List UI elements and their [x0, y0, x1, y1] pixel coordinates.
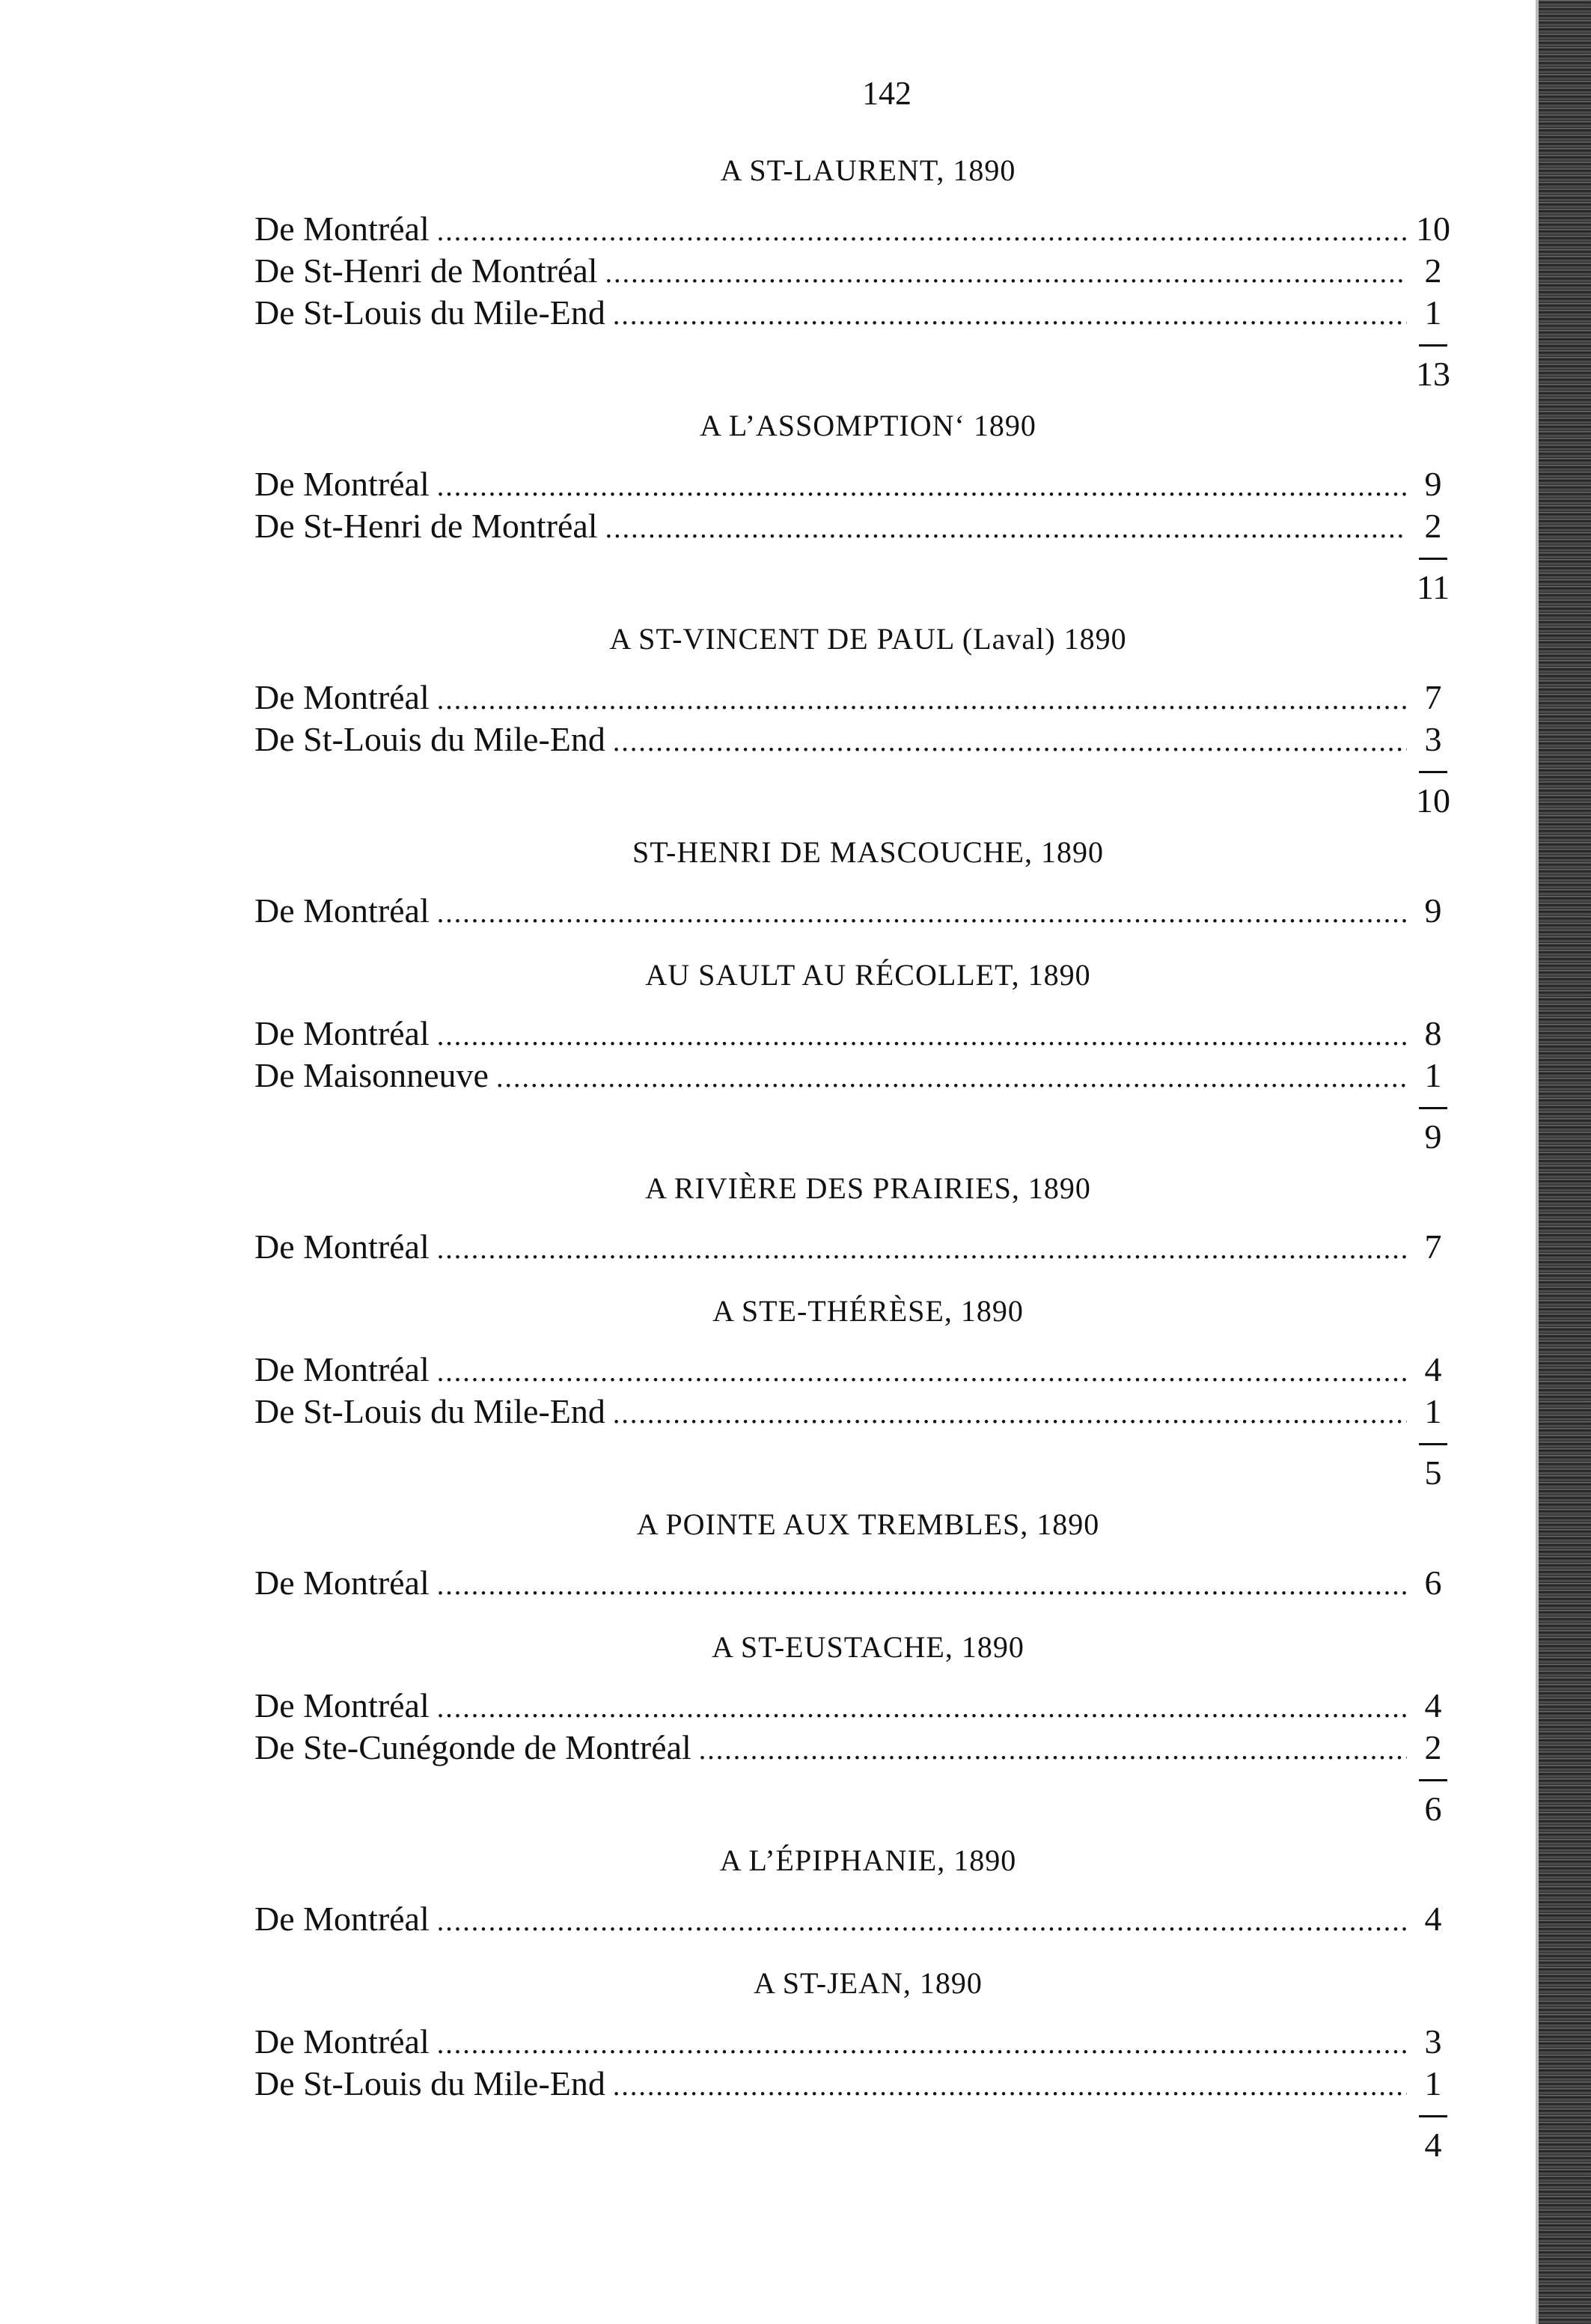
- section: [254, 1290, 1452, 1490]
- section: [254, 1168, 1452, 1268]
- entry-row: [254, 1349, 1452, 1391]
- section-rows: [254, 1685, 1452, 1769]
- entry-value: 7: [1424, 678, 1442, 716]
- total-cell: [1414, 1107, 1452, 1154]
- entry-row: [254, 719, 1452, 760]
- entry-row: [254, 2021, 1452, 2063]
- section-title: A POINTE AUX TREMBLES, 1890: [636, 1507, 1100, 1541]
- entry-value: 2: [1424, 507, 1442, 545]
- entry-label: De Montréal: [254, 1014, 430, 1052]
- entry-label: De Montréal: [254, 1564, 430, 1602]
- total-block: [254, 344, 1452, 391]
- entry-row: [254, 292, 1452, 334]
- section: [254, 1962, 1452, 2162]
- dot-leader: [437, 679, 1407, 721]
- entry-row: [254, 1226, 1452, 1268]
- section-title: A ST-EUSTACHE, 1890: [712, 1630, 1024, 1664]
- entry-value: 6: [1424, 1564, 1442, 1602]
- dot-leader: [605, 507, 1407, 549]
- section-title: A ST-LAURENT, 1890: [720, 153, 1016, 187]
- entry-value: 3: [1424, 720, 1442, 758]
- section: [254, 405, 1452, 605]
- entry-label: De St-Louis du Mile-End: [254, 720, 605, 758]
- total-block: [254, 2115, 1452, 2162]
- entry-value: 1: [1424, 293, 1442, 332]
- sum-rule: [1419, 344, 1447, 347]
- dot-leader: [699, 1729, 1407, 1771]
- entry-value: 2: [1424, 1728, 1442, 1766]
- entry-label: De Montréal: [254, 2022, 430, 2061]
- section-title: ST-HENRI DE MASCOUCHE, 1890: [632, 835, 1104, 869]
- dot-leader: [437, 466, 1407, 507]
- section: [254, 618, 1452, 818]
- total-block: [254, 1107, 1452, 1154]
- section-total: 6: [1424, 1790, 1442, 1828]
- entry-value: 4: [1424, 1900, 1442, 1938]
- entry-label: De Ste-Cunégonde de Montréal: [254, 1728, 691, 1766]
- section-title: A L’ÉPIPHANIE, 1890: [719, 1843, 1017, 1877]
- entry-value: 1: [1424, 2064, 1442, 2102]
- total-cell: [1414, 1779, 1452, 1826]
- entry-label: De Montréal: [254, 678, 430, 716]
- section-rows: [254, 463, 1452, 547]
- section-rows: [254, 208, 1452, 334]
- entry-row: [254, 505, 1452, 547]
- document-page: [254, 75, 1452, 2176]
- section-rows: [254, 1349, 1452, 1433]
- entry-label: De Montréal: [254, 210, 430, 248]
- dot-leader: [437, 1351, 1407, 1393]
- entry-row: [254, 1013, 1452, 1055]
- section-total: 11: [1416, 568, 1450, 606]
- total-cell: [1414, 1443, 1452, 1490]
- section: [254, 832, 1452, 932]
- entry-label: De Montréal: [254, 1227, 430, 1266]
- total-block: [254, 1443, 1452, 1490]
- section-title: A L’ASSOMPTION‘ 1890: [700, 409, 1036, 442]
- section: [254, 1626, 1452, 1826]
- entry-row: [254, 1685, 1452, 1727]
- section-total: 5: [1424, 1454, 1442, 1492]
- entry-value: 4: [1424, 1350, 1442, 1388]
- sum-rule: [1419, 1443, 1447, 1445]
- dot-leader: [605, 252, 1407, 294]
- entry-label: De St-Louis du Mile-End: [254, 1392, 605, 1430]
- section-total: 10: [1416, 781, 1450, 820]
- entry-label: De St-Henri de Montréal: [254, 251, 598, 290]
- section-total: 9: [1424, 1117, 1442, 1156]
- sum-rule: [1419, 1779, 1447, 1781]
- total-cell: [1414, 558, 1452, 605]
- entry-row: [254, 890, 1452, 932]
- section-rows: [254, 677, 1452, 760]
- entry-label: De St-Henri de Montréal: [254, 507, 598, 545]
- sum-rule: [1419, 1107, 1447, 1109]
- sum-rule: [1419, 558, 1447, 560]
- entry-value: 1: [1424, 1392, 1442, 1430]
- section: [254, 1504, 1452, 1604]
- section-rows: [254, 2021, 1452, 2105]
- dot-leader: [437, 1228, 1407, 1270]
- section-title: A ST-JEAN, 1890: [754, 1966, 983, 2000]
- entry-value: 4: [1424, 1686, 1442, 1724]
- entry-value: 2: [1424, 251, 1442, 290]
- dot-leader: [613, 2065, 1407, 2107]
- dot-leader: [613, 294, 1407, 336]
- page-number: 142: [862, 75, 911, 112]
- sum-rule: [1419, 2115, 1447, 2117]
- entry-value: 7: [1424, 1227, 1442, 1266]
- sum-rule: [1419, 771, 1447, 773]
- entry-row: [254, 208, 1452, 250]
- entry-label: De Montréal: [254, 1686, 430, 1724]
- total-cell: [1414, 771, 1452, 818]
- section: [254, 954, 1452, 1154]
- section-total: 4: [1424, 2126, 1442, 2164]
- dot-leader: [613, 1393, 1407, 1435]
- entry-label: De St-Louis du Mile-End: [254, 293, 605, 332]
- section-rows: [254, 1226, 1452, 1268]
- dot-leader: [613, 721, 1407, 763]
- dot-leader: [437, 1900, 1407, 1942]
- entry-label: De St-Louis du Mile-End: [254, 2064, 605, 2102]
- entry-value: 9: [1424, 465, 1442, 503]
- dot-leader: [437, 892, 1407, 934]
- total-block: [254, 1779, 1452, 1826]
- entry-row: [254, 677, 1452, 719]
- entry-value: 1: [1424, 1056, 1442, 1094]
- section-total: 13: [1416, 355, 1450, 393]
- entry-row: [254, 2063, 1452, 2105]
- entry-row: [254, 1562, 1452, 1604]
- entry-row: [254, 1055, 1452, 1097]
- sections-container: [254, 150, 1452, 2162]
- entry-row: [254, 463, 1452, 505]
- total-block: [254, 771, 1452, 818]
- entry-row: [254, 1898, 1452, 1940]
- section: [254, 1840, 1452, 1940]
- entry-value: 8: [1424, 1014, 1442, 1052]
- section: [254, 150, 1452, 391]
- book-edge-shadow: [1539, 0, 1591, 2324]
- entry-label: De Maisonneuve: [254, 1056, 489, 1094]
- total-block: [254, 558, 1452, 605]
- entry-row: [254, 250, 1452, 292]
- entry-value: 3: [1424, 2022, 1442, 2061]
- entry-row: [254, 1391, 1452, 1433]
- section-title: A ST-VINCENT DE PAUL (Laval) 1890: [609, 622, 1127, 656]
- section-rows: [254, 890, 1452, 932]
- dot-leader: [437, 210, 1407, 252]
- dot-leader: [437, 2023, 1407, 2065]
- entry-value: 10: [1416, 210, 1450, 248]
- entry-value: 9: [1424, 891, 1442, 930]
- entry-label: De Montréal: [254, 1900, 430, 1938]
- section-title: A STE-THÉRÈSE, 1890: [712, 1294, 1024, 1328]
- entry-label: De Montréal: [254, 465, 430, 503]
- dot-leader: [437, 1015, 1407, 1057]
- entry-label: De Montréal: [254, 891, 430, 930]
- entry-label: De Montréal: [254, 1350, 430, 1388]
- dot-leader: [437, 1564, 1407, 1606]
- section-rows: [254, 1898, 1452, 1940]
- total-cell: [1414, 344, 1452, 391]
- total-cell: [1414, 2115, 1452, 2162]
- entry-row: [254, 1727, 1452, 1769]
- section-title: A RIVIÈRE DES PRAIRIES, 1890: [645, 1171, 1091, 1205]
- section-rows: [254, 1562, 1452, 1604]
- dot-leader: [496, 1057, 1407, 1099]
- section-rows: [254, 1013, 1452, 1097]
- dot-leader: [437, 1687, 1407, 1729]
- section-title: AU SAULT AU RÉCOLLET, 1890: [645, 958, 1091, 992]
